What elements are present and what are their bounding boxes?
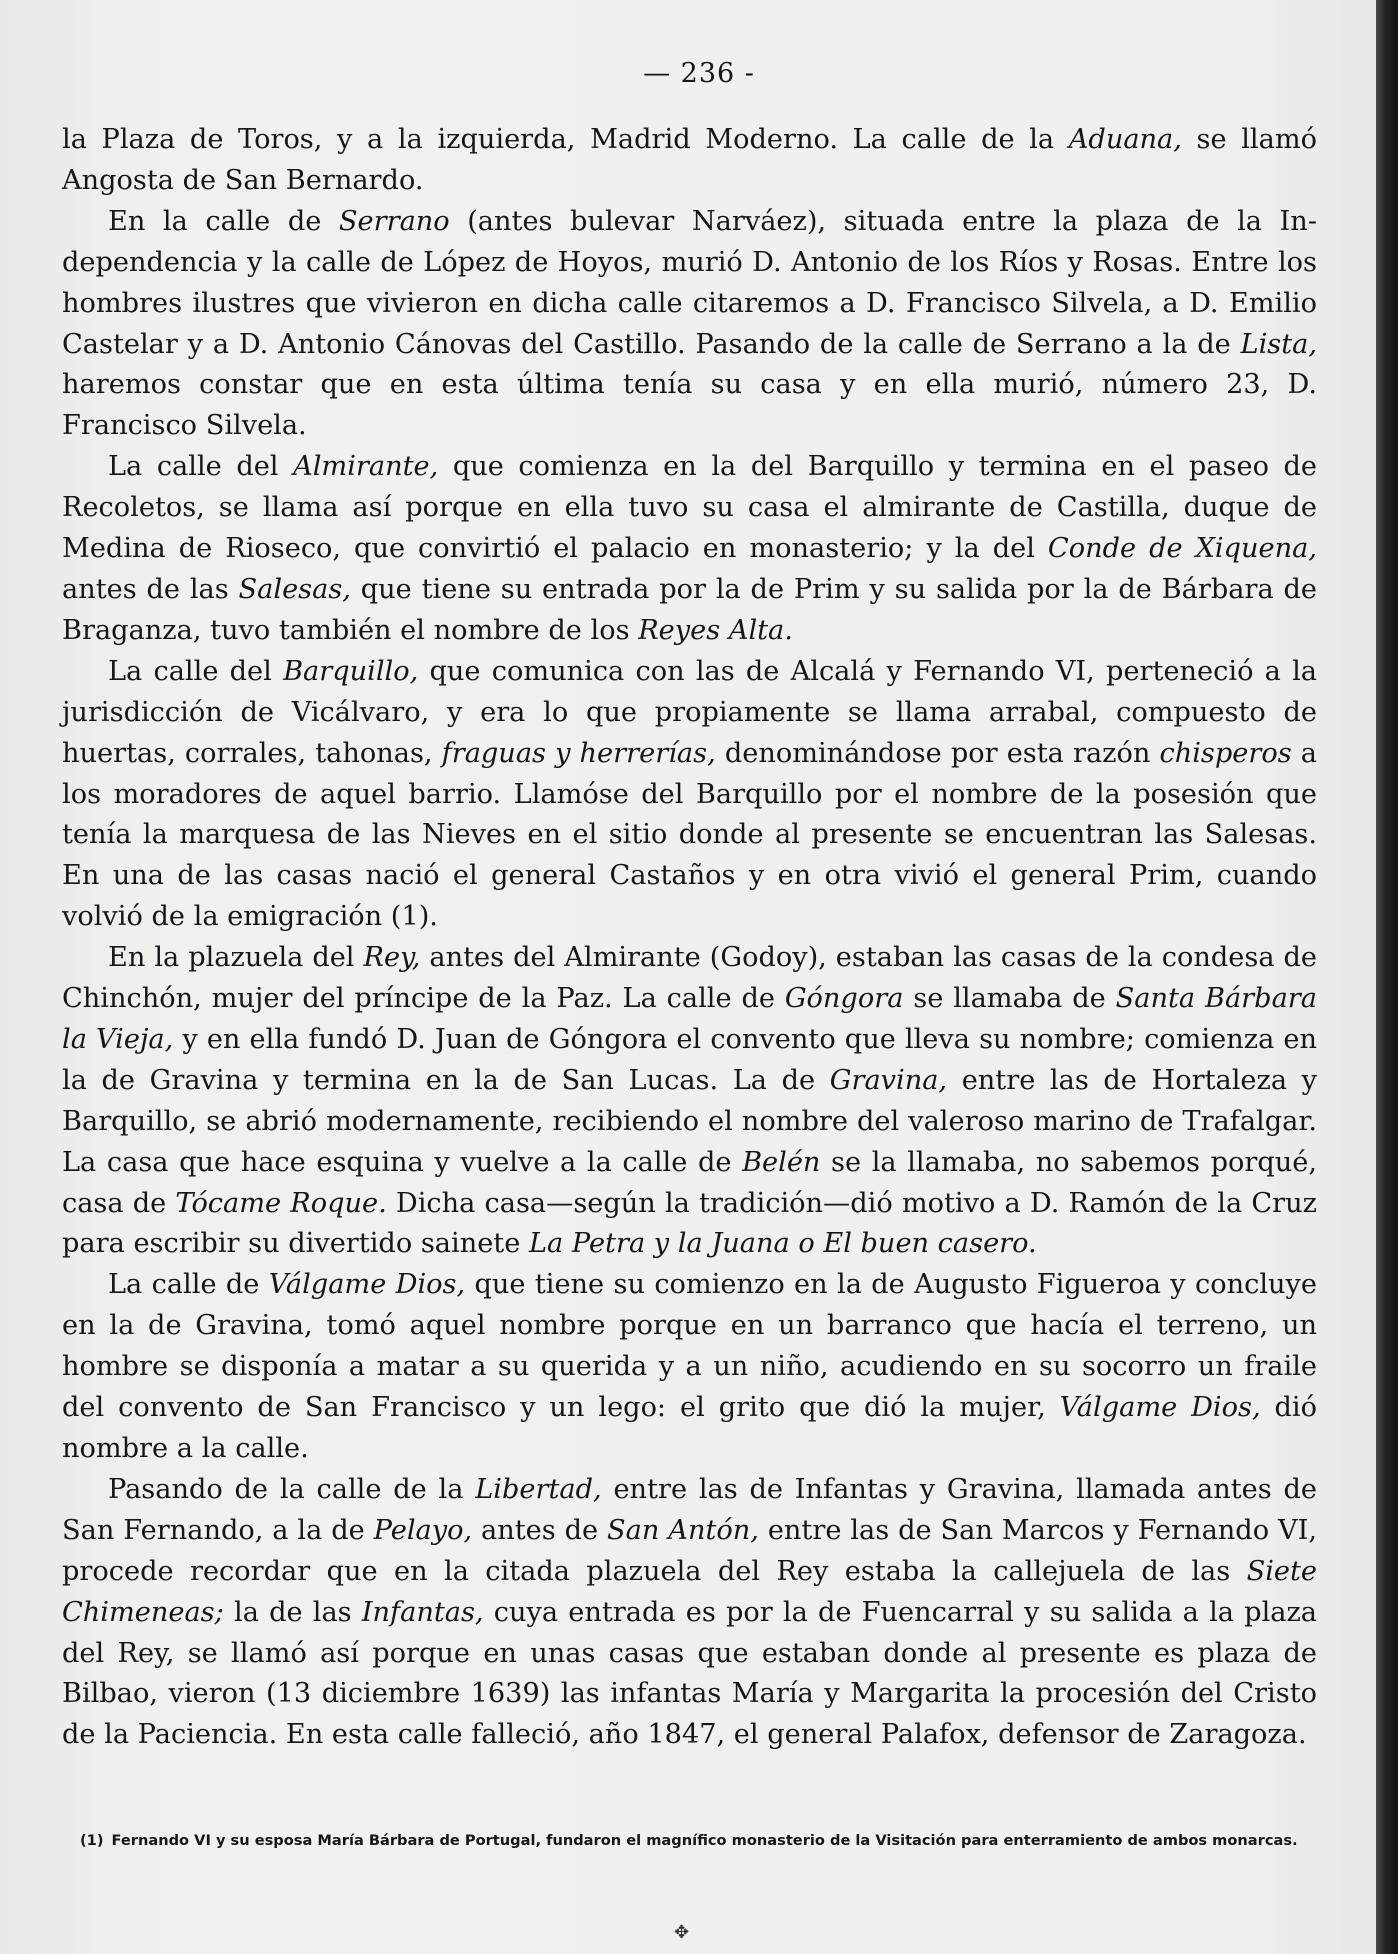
text-run: que comunica con las de Alcalá y Fernando VI, perteneció a la jurisdicción de Vicálvaro, y era lo que propiamente se llama arrabal, compuesto de huertas, corrales, tahonas,: [62, 655, 1318, 769]
text-run: la de las: [223, 1596, 362, 1628]
italic-term: Conde de Xiquena,: [1047, 533, 1317, 565]
italic-term: Reyes Alta.: [638, 614, 793, 646]
paragraph: [62, 447, 1317, 652]
footnote: [62, 1826, 1324, 1855]
paragraph: [62, 938, 1317, 1265]
italic-term: Salesas,: [238, 573, 351, 605]
italic-term: Gravina,: [829, 1064, 948, 1096]
text-run: En la plazuela del: [108, 942, 364, 974]
italic-term: San Antón,: [607, 1514, 759, 1546]
text-run: que tiene su entrada por la de Prim y su salida por la de Bárbara de Braganza, tuvo también el nombre de los: [62, 573, 1317, 646]
text-run: La calle de: [108, 1269, 269, 1301]
paragraph: [62, 202, 1317, 447]
paragraph: [62, 120, 1317, 202]
text-run: En la calle de: [108, 205, 339, 237]
ornament-mark: ✥: [674, 1922, 690, 1943]
text-run: entre las de Infantas y Gravina, llamada antes de San Fernando, a la de: [62, 1473, 1317, 1546]
italic-term: fraguas y herrerías,: [441, 737, 716, 769]
italic-term: La Petra y la Juana o El buen casero.: [528, 1228, 1037, 1260]
paragraph: [62, 1265, 1317, 1470]
italic-term: Infantas,: [361, 1596, 484, 1628]
page-number: — 236 -: [643, 58, 755, 89]
italic-term: Santa Bárbara la Vieja,: [62, 983, 1317, 1055]
italic-term: Serrano: [338, 205, 450, 237]
text-run: se llamó Angosta de San Bernardo.: [62, 124, 1317, 196]
footnote-text: Fernando VI y su esposa María Bárbara de Portugal, fundaron el magnífico monasterio de la Visitación para enterramiento de ambos monarcas.: [111, 1832, 1298, 1849]
text-run: haremos constar que en esta última tenía su casa y en ella murió, número 23, D. Francisco Silvela.: [62, 369, 1317, 442]
italic-term: Belén: [742, 1146, 821, 1178]
text-run: entre las de Hortaleza y Barquillo, se abrió modernamente, recibiendo el nombre del valeroso marino de Trafalgar. La casa que hace esquina y vuelve a la calle de: [62, 1064, 1317, 1178]
italic-term: Aduana,: [1068, 124, 1182, 155]
italic-term: Libertad,: [475, 1473, 602, 1505]
italic-term: Válgame Dios,: [1059, 1392, 1261, 1424]
text-run: La calle del: [108, 451, 294, 483]
italic-term: Siete Chimeneas;: [62, 1555, 1317, 1628]
text-run: que tiene su comienzo en la de Augusto Figueroa y concluye en la de Gravina, tomó aquel nombre porque en un barranco que hacía el terreno, un hombre se disponía a matar a su querida y a un niño, acudiendo en su socorro un fraile del convento de San Francisco y un lego: el grito que dió la mujer,: [62, 1269, 1317, 1424]
italic-term: Pelayo,: [373, 1514, 473, 1546]
text-run: y en ella fundó D. Juan de Góngora el convento que lleva su nombre; comienza en la de Gravina y termina en la de San Lucas. La de: [62, 1023, 1317, 1096]
paragraph: [62, 1470, 1317, 1756]
paragraph: [62, 652, 1317, 938]
text-run: se la llamaba, no sabemos porqué, casa de: [62, 1146, 1317, 1219]
italic-term: Barquillo,: [283, 655, 419, 687]
text-run: La calle del: [108, 655, 284, 687]
text-run: cuya entrada es por la de Fuencarral y su salida a la plaza del Rey, se llamó así porque en unas casas que estaban donde al presente es plaza de Bilbao, vieron (13 diciembre 1639) las infantas María y Margarita la procesión del Cristo de la Paciencia. En esta calle falleció, año 1847, el general Palafox, defensor de Zaragoza.: [62, 1596, 1318, 1751]
italic-term: Tócame Roque.: [175, 1187, 387, 1219]
page-edge-shadow: [1376, 0, 1398, 1954]
text-run: antes de las: [62, 573, 239, 605]
text-run: (antes bulevar Narváez), situada entre la plaza de la Independencia y la calle de López de Hoyos, murió D. Antonio de los Ríos y Rosas. Entre los hombres ilustres que vivieron en dicha calle citaremos a D. Francisco Silvela, a D. Emilio Castelar y a D. Antonio Cánovas del Castillo. Pasando de la calle de Serrano a la de: [62, 205, 1317, 360]
italic-term: Lista,: [1240, 328, 1317, 360]
text-run: dió nombre a la calle.: [62, 1392, 1317, 1464]
italic-term: Rey,: [363, 942, 421, 974]
text-run: antes de: [472, 1514, 608, 1546]
italic-term: Almirante,: [293, 451, 439, 483]
italic-term: Válgame Dios,: [268, 1269, 466, 1301]
footnote-marker: (1): [80, 1832, 104, 1849]
text-run: a los moradores de aquel barrio. Llamóse del Barquillo por el nombre de la posesión que tenía la marquesa de las Nieves en el sitio donde al presente se encuentran las Salesas. En una de las casas nació el general Castaños y en otra vivió el general Prim, cuando volvió de la emigración (1).: [62, 737, 1317, 933]
text-run: que comienza en la del Barquillo y termina en el paseo de Recoletos, se llama así porque en ella tuvo su casa el almirante de Castilla, duque de Medina de Rioseco, que convirtió el palacio en monasterio; y la del: [62, 451, 1317, 565]
italic-term: chisperos: [1159, 737, 1292, 769]
text-run: antes del Almirante (Godoy), estaban las casas de la condesa de Chinchón, mujer del príncipe de la Paz. La calle de: [62, 942, 1317, 1015]
body-text: [62, 120, 1317, 1756]
text-run: denominándose por esta razón: [715, 737, 1160, 769]
text-run: la Plaza de Toros, y a la izquierda, Madrid Moderno. La calle de la: [62, 124, 1069, 155]
italic-term: Góngora: [784, 983, 904, 1015]
text-run: entre las de San Marcos y Fernando VI, procede recordar que en la citada plazuela del Rey estaba la callejuela de las: [62, 1514, 1317, 1587]
text-run: Dicha casa—según la tradición—dió motivo a D. Ramón de la Cruz para escribir su divertido sainete: [62, 1187, 1317, 1260]
text-run: se llamaba de: [903, 983, 1116, 1015]
text-run: Pasando de la calle de la: [108, 1473, 476, 1505]
